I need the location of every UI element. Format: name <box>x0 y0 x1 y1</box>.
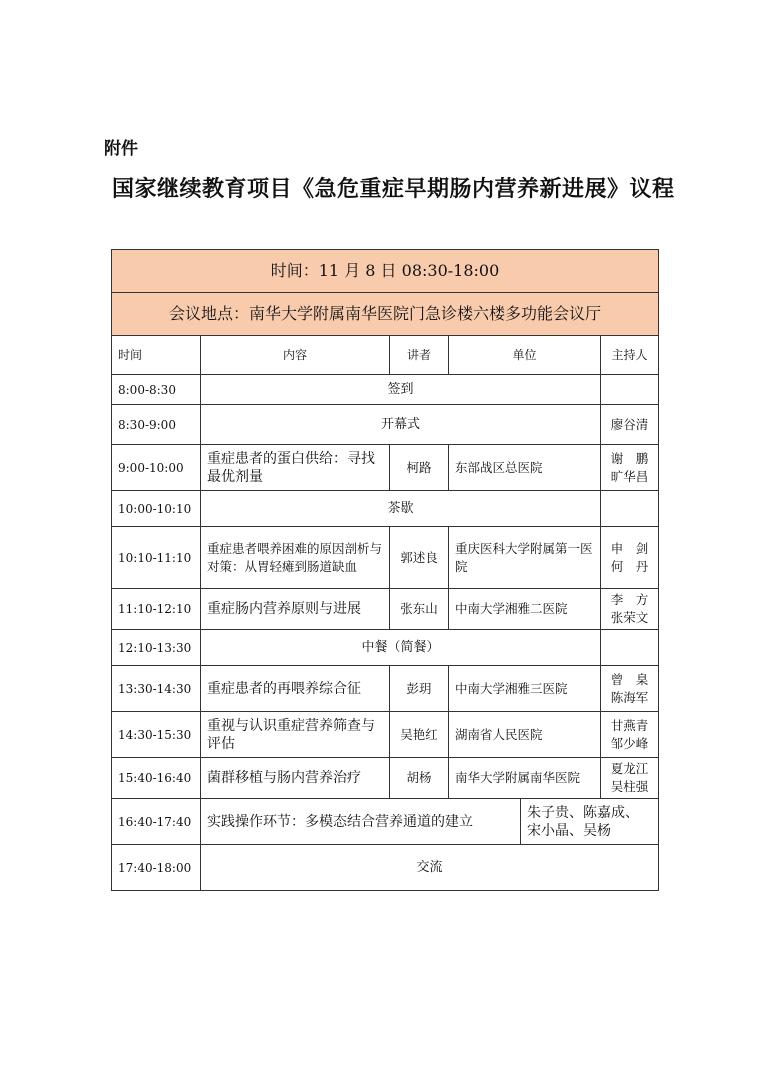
row-time: 10:10-11:10 <box>112 527 201 589</box>
host-line: 何 丹 <box>610 558 649 574</box>
host-line: 邹少峰 <box>610 735 649 751</box>
row-content: 菌群移植与肠内营养治疗 <box>201 758 390 799</box>
row-time: 15:40-16:40 <box>112 758 201 799</box>
row-host <box>601 758 659 799</box>
row-unit: 东部战区总医院 <box>449 445 601 491</box>
host-line: 夏龙江 <box>610 761 649 776</box>
header-speaker: 讲者 <box>390 336 449 375</box>
host-line: 旷华昌 <box>610 468 649 484</box>
venue-banner-row <box>112 293 659 336</box>
venue-banner: 会议地点：南华大学附属南华医院门急诊楼六楼多功能会议厅 <box>112 293 659 336</box>
row-time: 8:30-9:00 <box>112 405 201 445</box>
row-host <box>601 445 659 491</box>
row-speaker: 郭述良 <box>390 527 449 589</box>
table-row <box>112 445 659 491</box>
row-host: 廖谷清 <box>601 405 659 445</box>
row-content: 重症肠内营养原则与进展 <box>201 589 390 630</box>
table-row <box>112 491 659 527</box>
row-time: 17:40-18:00 <box>112 845 201 891</box>
row-content: 开幕式 <box>201 405 601 445</box>
row-unit: 南华大学附属南华医院 <box>449 758 601 799</box>
row-host <box>601 589 659 630</box>
table-row <box>112 845 659 891</box>
row-host <box>601 375 659 405</box>
table-row <box>112 758 659 799</box>
agenda-table <box>111 249 659 891</box>
row-host <box>601 527 659 589</box>
row-unit: 重庆医科大学附属第一医院 <box>449 527 601 589</box>
time-banner: 时间：11 月 8 日 08:30-18:00 <box>112 250 659 293</box>
table-row <box>112 666 659 712</box>
header-content: 内容 <box>201 336 390 375</box>
row-speaker: 张东山 <box>390 589 449 630</box>
row-content: 重症患者的再喂养综合征 <box>201 666 390 712</box>
row-content: 签到 <box>201 375 601 405</box>
row-host <box>601 491 659 527</box>
host-line: 曾 臬 <box>610 671 649 687</box>
host-line: 张荣文 <box>610 610 649 625</box>
time-banner-row <box>112 250 659 293</box>
row-time: 13:30-14:30 <box>112 666 201 712</box>
row-speaker: 胡杨 <box>390 758 449 799</box>
row-time: 12:10-13:30 <box>112 630 201 666</box>
row-content: 重症患者喂养困难的原因剖析与对策：从胃轻瘫到肠道缺血 <box>201 527 390 589</box>
row-time: 10:00-10:10 <box>112 491 201 527</box>
row-time: 16:40-17:40 <box>112 799 201 845</box>
header-host: 主持人 <box>601 336 659 375</box>
table-row <box>112 712 659 758</box>
table-row <box>112 589 659 630</box>
row-speakers: 朱子贵、陈嘉成、宋小晶、吴杨 <box>521 799 659 845</box>
table-row <box>112 527 659 589</box>
table-row <box>112 375 659 405</box>
row-content: 重视与认识重症营养筛查与评估 <box>201 712 390 758</box>
row-content: 茶歇 <box>201 491 601 527</box>
table-row <box>112 630 659 666</box>
row-time: 11:10-12:10 <box>112 589 201 630</box>
row-time: 8:00-8:30 <box>112 375 201 405</box>
row-time: 14:30-15:30 <box>112 712 201 758</box>
row-speaker: 吴艳红 <box>390 712 449 758</box>
host-line: 申 剑 <box>610 540 649 556</box>
row-time: 9:00-10:00 <box>112 445 201 491</box>
row-content: 实践操作环节：多模态结合营养通道的建立 <box>201 799 521 845</box>
row-unit: 湖南省人民医院 <box>449 712 601 758</box>
header-row <box>112 336 659 375</box>
row-host <box>601 630 659 666</box>
table-row <box>112 799 659 845</box>
row-unit: 中南大学湘雅三医院 <box>449 666 601 712</box>
table-row <box>112 405 659 445</box>
row-content: 交流 <box>201 845 659 891</box>
attachment-label: 附件 <box>104 139 138 159</box>
host-line: 陈海军 <box>610 689 649 705</box>
row-speaker: 彭玥 <box>390 666 449 712</box>
row-unit: 中南大学湘雅二医院 <box>449 589 601 630</box>
row-content: 中餐（简餐） <box>201 630 601 666</box>
page-title: 国家继续教育项目《急危重症早期肠内营养新进展》议程 <box>112 177 675 202</box>
row-host <box>601 712 659 758</box>
host-line: 谢 鹏 <box>610 450 649 466</box>
row-host <box>601 666 659 712</box>
host-line: 李 方 <box>610 592 649 607</box>
header-unit: 单位 <box>449 336 601 375</box>
host-line: 吴柱强 <box>610 779 649 794</box>
row-content: 重症患者的蛋白供给：寻找最优剂量 <box>201 445 390 491</box>
row-speaker: 柯路 <box>390 445 449 491</box>
host-line: 甘燕青 <box>610 717 649 733</box>
header-time: 时间 <box>112 336 201 375</box>
